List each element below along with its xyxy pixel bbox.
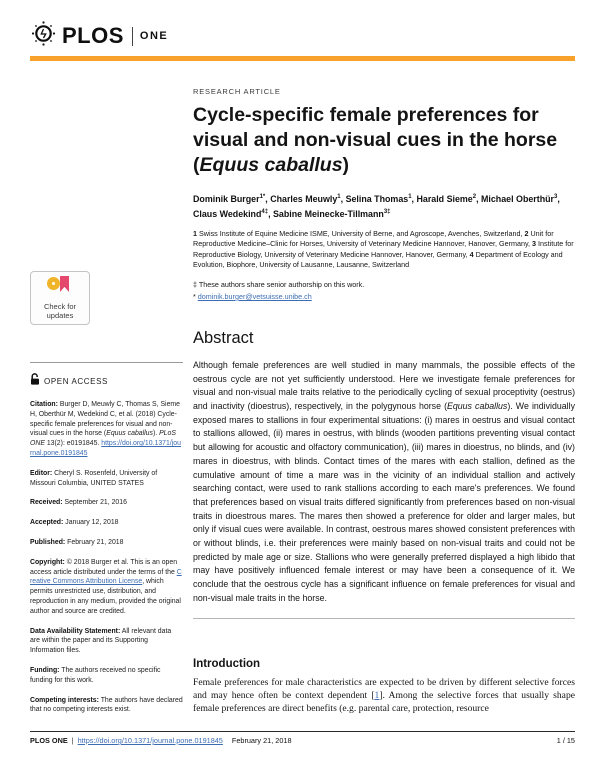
author-name: Charles Meuwly (270, 193, 338, 204)
open-access-row (30, 372, 183, 390)
citation-label: Citation: (30, 401, 58, 408)
page-number: 1 / 15 (556, 736, 575, 745)
abstract-heading: Abstract (193, 328, 254, 347)
copyright-note: Copyright: © 2018 Burger et al. This is an open access article distributed under the terms of the Creative Commons Attribution License, which permits unrestricted use, distribution, and reproduction in any medium, provided the original author and source are credited. (30, 558, 182, 615)
page-footer (30, 731, 575, 745)
logo-plos-text: PLOS (62, 23, 124, 48)
logo-divider (132, 27, 133, 46)
citation-note: Citation: Burger D, Meuwly C, Thomas S, Sieme H, Oberthür M, Wedekind C, et al. (2018) Cycle-specific female preferences for visual and non-visual cues in the horse (Equus caballus). PLoS ONE 13(2): e0191845. https://doi.org/10.1371/journal.pone.0191845 (30, 401, 181, 457)
journal-header (0, 0, 600, 61)
editor-note: Editor: Cheryl S. Rosenfeld, University of Missouri Columbia, UNITED STATES (30, 469, 158, 487)
author-name: Claus Wedekind (193, 208, 262, 219)
author-superscript: 1 (337, 194, 341, 200)
check-for-updates-badge[interactable] (30, 271, 90, 325)
author-name: Dominik Burger (193, 193, 260, 204)
plos-logo (30, 20, 575, 52)
article-metadata-sidebar (30, 61, 183, 715)
footer-doi-link[interactable]: https://doi.org/10.1371/journal.pone.0191845 (77, 736, 223, 745)
author-name: Selina Thomas (345, 193, 409, 204)
funding-label: Funding: (30, 666, 60, 674)
author-name: Sabine Meinecke-Tillmann (273, 208, 384, 219)
competing-interests-label: Competing interests: (30, 696, 99, 704)
published-note: Published: February 21, 2018 (30, 538, 124, 546)
accepted-label: Accepted: (30, 519, 64, 527)
corresponding-email-link[interactable]: dominik.burger@vetsuisse.unibe.ch (197, 291, 312, 301)
footer-journal: PLOS ONE (30, 736, 68, 745)
senior-authorship-note: ‡ These authors share senior authorship on this work. (193, 279, 365, 289)
crossmark-icon (45, 276, 75, 302)
cc-license-link[interactable]: Creative Commons Attribution License (30, 568, 182, 586)
corresponding-author-line: * dominik.burger@vetsuisse.unibe.ch (193, 291, 312, 301)
editor-label: Editor: (30, 469, 53, 477)
competing-interests-note: Competing interests: The authors have declared that no competing interests exist. (30, 696, 183, 714)
plos-globe-icon (30, 20, 57, 52)
copyright-label: Copyright: (30, 558, 65, 566)
introduction-text: Female preferences for male characteristics are expected to be driven by different selective forces and may hence often be context dependent [1]. Among the selective forces that usually shape female preferences are direct benefits (e.g. parental care, protection, resource (193, 676, 575, 714)
author-name: Michael Oberthür (481, 193, 555, 204)
author-superscript: 3‡ (383, 208, 391, 215)
received-note: Received: September 21, 2016 (30, 499, 127, 507)
funding-note: Funding: The authors received no specific funding for this work. (30, 666, 161, 684)
author-superscript: 4‡ (261, 208, 269, 215)
article-title: Cycle-specific female preferences for visual and non-visual cues in the horse (Equus caballus) (193, 104, 558, 176)
footer-date: February 21, 2018 (231, 736, 292, 745)
article-body (193, 61, 575, 715)
accepted-note: Accepted: January 12, 2018 (30, 519, 119, 527)
affiliations: 1 Swiss Institute of Equine Medicine ISME, University of Berne, and Agroscope, Avenches, Switzerland, 2 Unit for Reproductive Medicine–Clinic for Horses, University of Veterinary Medicine Hannover, Hanover, Germany, 3 Institute for Reproductive Biology, University of Veterinary Medicine Hannover, Hanover, Germany, 4 Department of Ecology and Evolution, Biophore, University of Lausanne, Lausanne, Switzerland (193, 228, 574, 270)
author-name: Harald Sieme (416, 193, 473, 204)
logo-one-text: ONE (139, 30, 169, 42)
abstract-text: Although female preferences are well studied in many mammals, the possible effects of the oestrous cycle are not yet sufficiently understood. Here we investigate female preferences for visual and non-visual male traits relative to the periodically cycling of sexual proceptivity (oestrus) and inactivity (dioestrus), respectively, in the polygynous horse (Equus caballus). We individually exposed mares to stallions in four experimental situations: (i) mares in oestrus and visual contact to stallions allowed, (ii) mares in oestrus, with blinds (wooden partitions preventing visual contact but allowing for acoustic and olfactory communication), (iii) mares in dioestrus, no blinds, and (iv) mares in dioestrus, with blinds. Contact times of the mares with each stallion, defined as the cumulative amount of time a mare was in the vicinity of an individual stallion and actively searching contact, were used to rank stallions according to each mare's preferences. We found that preferences based on visual traits differed significantly from preferences based on non-visual traits in dioestrous mares. The mares then showed a preference for older and larger males, but only if visual cues were available. In contrast, oestrous mares showed consistent preferences with or without blinds, i.e. their preferences were mainly based on non-visual traits and could not be predicted by male age or size. Stallions who were generally preferred displayed a high libido that may have positively influenced female interest or may have been a consequence of it. We conclude that the oestrous cycle has a significant influence on female preferences for visual and non-visual male traits in the horse. (193, 359, 575, 603)
introduction-heading: Introduction (193, 657, 261, 670)
data-availability-label: Data Availability Statement: (30, 627, 121, 635)
received-label: Received: (30, 499, 63, 507)
published-label: Published: (30, 538, 66, 546)
data-availability-note: Data Availability Statement: All relevant data are within the paper and its Supporting Information files. (30, 627, 172, 655)
author-superscript: 1* (259, 194, 266, 200)
section-divider (193, 618, 575, 619)
author-superscript: 3 (554, 194, 558, 200)
author-superscript: 1 (408, 194, 412, 200)
check-updates-label: Check for updates (43, 302, 77, 320)
citation-doi-link[interactable]: https://doi.org/10.1371/journal.pone.0191845 (30, 440, 181, 457)
research-article-label: RESEARCH ARTICLE (193, 87, 281, 96)
author-list: Dominik Burger$^{1*}$, Charles Meuwly$^1$, Selina Thomas$^1$, Harald Sieme$^2$, Michael Oberthür$^3$, Claus Wedekind$^{4\ddagger}$, Sabine Meinecke-Tillmann$^{3\ddagger}$ (193, 193, 560, 219)
sidebar-divider (30, 362, 183, 363)
footer-pipe: | (71, 736, 74, 745)
author-superscript: 2 (472, 194, 477, 200)
open-lock-icon (30, 372, 40, 390)
reference-link[interactable]: 1 (374, 689, 380, 701)
open-access-label: OPEN ACCESS (44, 376, 108, 386)
